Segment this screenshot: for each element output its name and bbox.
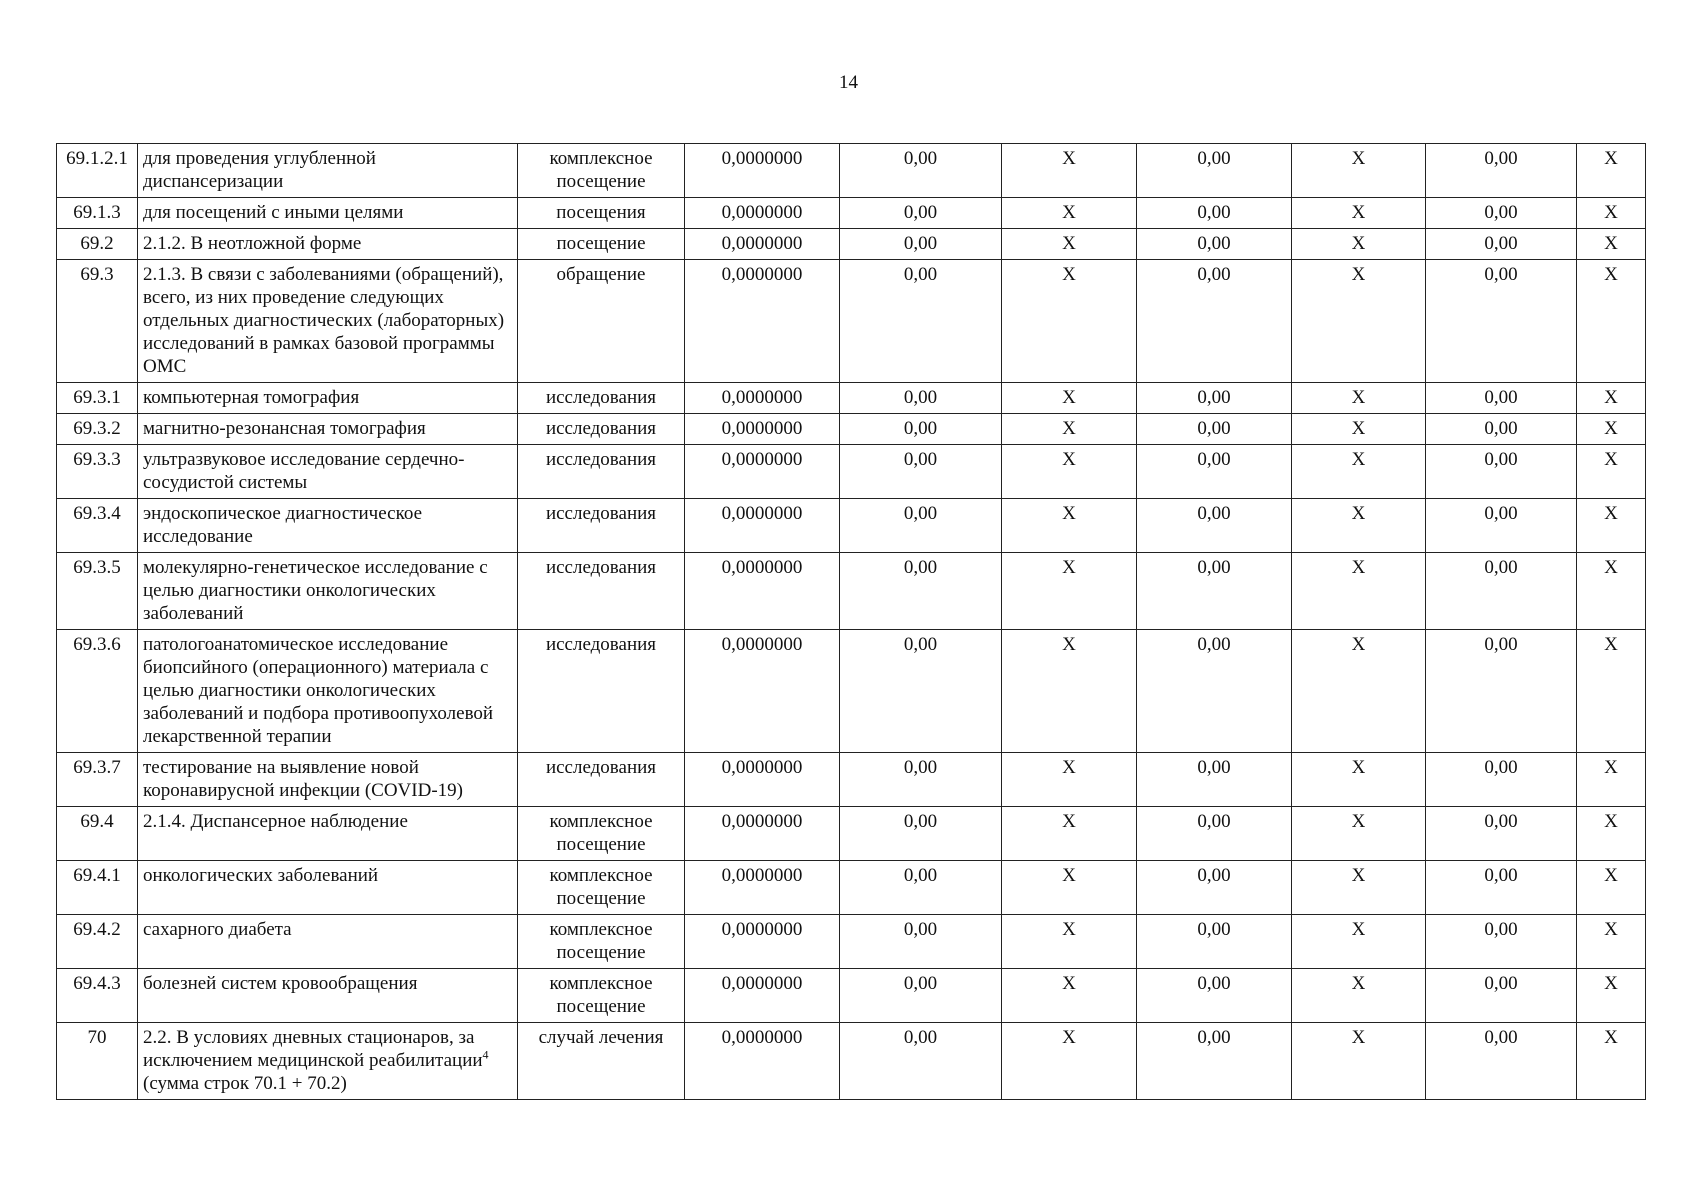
row-value-3: X	[1002, 553, 1137, 630]
row-value-5: X	[1292, 260, 1426, 383]
row-value-7: X	[1577, 229, 1646, 260]
row-value-6: 0,00	[1426, 630, 1577, 753]
row-value-1: 0,0000000	[685, 445, 840, 499]
row-code: 70	[57, 1023, 138, 1100]
row-value-7: X	[1577, 383, 1646, 414]
row-name: 2.1.4. Диспансерное наблюдение	[138, 807, 518, 861]
row-unit: исследования	[518, 383, 685, 414]
row-name: 2.1.3. В связи с заболеваниями (обращений), всего, из них проведение следующих отдельных диагностических (лабораторных) исследований в рамках базовой программы ОМС	[138, 260, 518, 383]
row-value-6: 0,00	[1426, 260, 1577, 383]
row-value-6: 0,00	[1426, 414, 1577, 445]
row-unit: исследования	[518, 553, 685, 630]
row-code: 69.4.3	[57, 969, 138, 1023]
table-row	[57, 383, 1646, 414]
row-value-1: 0,0000000	[685, 753, 840, 807]
row-value-3: X	[1002, 260, 1137, 383]
row-value-1: 0,0000000	[685, 969, 840, 1023]
row-value-5: X	[1292, 630, 1426, 753]
table-row	[57, 229, 1646, 260]
row-unit: комплексное посещение	[518, 969, 685, 1023]
row-value-5: X	[1292, 553, 1426, 630]
row-name-suffix: (сумма строк 70.1 + 70.2)	[143, 1073, 347, 1094]
table-row	[57, 414, 1646, 445]
row-code: 69.3.3	[57, 445, 138, 499]
row-value-2: 0,00	[840, 969, 1002, 1023]
row-value-2: 0,00	[840, 553, 1002, 630]
row-value-4: 0,00	[1137, 260, 1292, 383]
row-value-3: X	[1002, 499, 1137, 553]
row-value-6: 0,00	[1426, 144, 1577, 198]
row-unit: комплексное посещение	[518, 915, 685, 969]
table-row	[57, 753, 1646, 807]
row-unit: посещение	[518, 229, 685, 260]
row-unit: исследования	[518, 414, 685, 445]
row-value-7: X	[1577, 807, 1646, 861]
row-value-7: X	[1577, 414, 1646, 445]
row-value-6: 0,00	[1426, 969, 1577, 1023]
table-row	[57, 198, 1646, 229]
row-value-6: 0,00	[1426, 383, 1577, 414]
row-name: компьютерная томография	[138, 383, 518, 414]
row-value-4: 0,00	[1137, 445, 1292, 499]
row-name	[138, 1023, 518, 1100]
row-value-2: 0,00	[840, 753, 1002, 807]
row-value-1: 0,0000000	[685, 807, 840, 861]
row-value-2: 0,00	[840, 915, 1002, 969]
row-value-5: X	[1292, 383, 1426, 414]
row-unit: исследования	[518, 445, 685, 499]
row-value-5: X	[1292, 807, 1426, 861]
row-value-6: 0,00	[1426, 915, 1577, 969]
row-value-3: X	[1002, 861, 1137, 915]
row-value-1: 0,0000000	[685, 630, 840, 753]
row-name: патологоанатомическое исследование биопсийного (операционного) материала с целью диагностики онкологических заболеваний и подбора противоопухолевой лекарственной терапии	[138, 630, 518, 753]
row-value-2: 0,00	[840, 445, 1002, 499]
row-value-4: 0,00	[1137, 229, 1292, 260]
row-name: ультразвуковое исследование сердечно-сосудистой системы	[138, 445, 518, 499]
row-value-1: 0,0000000	[685, 861, 840, 915]
row-value-6: 0,00	[1426, 499, 1577, 553]
row-value-5: X	[1292, 1023, 1426, 1100]
row-value-6: 0,00	[1426, 807, 1577, 861]
row-value-1: 0,0000000	[685, 229, 840, 260]
row-value-5: X	[1292, 229, 1426, 260]
row-name: молекулярно-генетическое исследование с целью диагностики онкологических заболеваний	[138, 553, 518, 630]
row-value-6: 0,00	[1426, 553, 1577, 630]
row-value-5: X	[1292, 969, 1426, 1023]
row-unit: комплексное посещение	[518, 807, 685, 861]
table-row	[57, 260, 1646, 383]
row-value-7: X	[1577, 1023, 1646, 1100]
row-code: 69.4.1	[57, 861, 138, 915]
row-value-3: X	[1002, 198, 1137, 229]
row-value-5: X	[1292, 198, 1426, 229]
row-value-2: 0,00	[840, 383, 1002, 414]
row-value-2: 0,00	[840, 260, 1002, 383]
table-row	[57, 499, 1646, 553]
row-value-4: 0,00	[1137, 969, 1292, 1023]
row-value-5: X	[1292, 414, 1426, 445]
row-value-2: 0,00	[840, 229, 1002, 260]
row-value-2: 0,00	[840, 1023, 1002, 1100]
row-value-1: 0,0000000	[685, 1023, 840, 1100]
row-value-1: 0,0000000	[685, 260, 840, 383]
row-value-5: X	[1292, 445, 1426, 499]
row-name-text: 2.2. В условиях дневных стационаров, за исключением медицинской реабилитации	[143, 1027, 483, 1071]
row-value-6: 0,00	[1426, 1023, 1577, 1100]
row-name: 2.1.2. В неотложной форме	[138, 229, 518, 260]
row-name: тестирование на выявление новой коронавирусной инфекции (COVID-19)	[138, 753, 518, 807]
row-value-7: X	[1577, 553, 1646, 630]
row-value-1: 0,0000000	[685, 198, 840, 229]
row-value-1: 0,0000000	[685, 383, 840, 414]
row-unit: посещения	[518, 198, 685, 229]
row-code: 69.2	[57, 229, 138, 260]
row-name: онкологических заболеваний	[138, 861, 518, 915]
row-value-3: X	[1002, 445, 1137, 499]
row-value-3: X	[1002, 630, 1137, 753]
row-value-6: 0,00	[1426, 229, 1577, 260]
row-value-7: X	[1577, 915, 1646, 969]
row-value-6: 0,00	[1426, 445, 1577, 499]
row-unit: случай лечения	[518, 1023, 685, 1100]
row-unit: комплексное посещение	[518, 861, 685, 915]
table-row	[57, 445, 1646, 499]
row-value-5: X	[1292, 144, 1426, 198]
row-value-4: 0,00	[1137, 383, 1292, 414]
row-value-3: X	[1002, 969, 1137, 1023]
row-value-7: X	[1577, 445, 1646, 499]
row-value-2: 0,00	[840, 630, 1002, 753]
row-value-3: X	[1002, 383, 1137, 414]
row-value-6: 0,00	[1426, 861, 1577, 915]
row-value-1: 0,0000000	[685, 414, 840, 445]
row-name: магнитно-резонансная томография	[138, 414, 518, 445]
row-value-3: X	[1002, 414, 1137, 445]
row-value-3: X	[1002, 229, 1137, 260]
row-value-4: 0,00	[1137, 630, 1292, 753]
row-value-2: 0,00	[840, 414, 1002, 445]
row-unit: исследования	[518, 630, 685, 753]
row-value-4: 0,00	[1137, 499, 1292, 553]
row-code: 69.3.2	[57, 414, 138, 445]
row-value-4: 0,00	[1137, 144, 1292, 198]
data-table	[56, 143, 1646, 1100]
table-row	[57, 144, 1646, 198]
row-value-3: X	[1002, 915, 1137, 969]
table-row	[57, 807, 1646, 861]
row-value-4: 0,00	[1137, 807, 1292, 861]
row-code: 69.1.3	[57, 198, 138, 229]
row-value-5: X	[1292, 915, 1426, 969]
row-value-5: X	[1292, 861, 1426, 915]
row-value-7: X	[1577, 861, 1646, 915]
row-value-7: X	[1577, 499, 1646, 553]
row-value-2: 0,00	[840, 499, 1002, 553]
row-value-4: 0,00	[1137, 753, 1292, 807]
row-value-1: 0,0000000	[685, 915, 840, 969]
row-code: 69.3.4	[57, 499, 138, 553]
row-code: 69.4	[57, 807, 138, 861]
table-row	[57, 969, 1646, 1023]
row-code: 69.1.2.1	[57, 144, 138, 198]
row-value-2: 0,00	[840, 861, 1002, 915]
row-code: 69.3.6	[57, 630, 138, 753]
row-value-7: X	[1577, 144, 1646, 198]
row-value-1: 0,0000000	[685, 553, 840, 630]
row-value-7: X	[1577, 260, 1646, 383]
row-value-4: 0,00	[1137, 915, 1292, 969]
row-value-4: 0,00	[1137, 553, 1292, 630]
row-value-7: X	[1577, 630, 1646, 753]
row-value-5: X	[1292, 753, 1426, 807]
row-value-1: 0,0000000	[685, 144, 840, 198]
row-code: 69.3.5	[57, 553, 138, 630]
row-value-4: 0,00	[1137, 414, 1292, 445]
row-unit: комплексное посещение	[518, 144, 685, 198]
row-value-6: 0,00	[1426, 198, 1577, 229]
row-value-7: X	[1577, 198, 1646, 229]
row-value-6: 0,00	[1426, 753, 1577, 807]
row-name: сахарного диабета	[138, 915, 518, 969]
row-unit: обращение	[518, 260, 685, 383]
table-row	[57, 861, 1646, 915]
row-code: 69.3	[57, 260, 138, 383]
table-row	[57, 553, 1646, 630]
row-value-1: 0,0000000	[685, 499, 840, 553]
row-code: 69.3.1	[57, 383, 138, 414]
row-code: 69.3.7	[57, 753, 138, 807]
row-value-2: 0,00	[840, 807, 1002, 861]
row-value-4: 0,00	[1137, 861, 1292, 915]
table-row	[57, 630, 1646, 753]
row-value-4: 0,00	[1137, 1023, 1292, 1100]
row-value-2: 0,00	[840, 198, 1002, 229]
row-value-2: 0,00	[840, 144, 1002, 198]
row-value-5: X	[1292, 499, 1426, 553]
row-value-3: X	[1002, 1023, 1137, 1100]
row-code: 69.4.2	[57, 915, 138, 969]
table-row	[57, 1023, 1646, 1100]
row-value-7: X	[1577, 753, 1646, 807]
footnote-marker: 4	[482, 1047, 489, 1062]
row-name: эндоскопическое диагностическое исследование	[138, 499, 518, 553]
row-value-3: X	[1002, 144, 1137, 198]
row-value-3: X	[1002, 807, 1137, 861]
row-name: болезней систем кровообращения	[138, 969, 518, 1023]
row-value-4: 0,00	[1137, 198, 1292, 229]
row-unit: исследования	[518, 753, 685, 807]
row-name: для проведения углубленной диспансеризации	[138, 144, 518, 198]
page-number: 14	[839, 72, 858, 93]
row-name: для посещений с иными целями	[138, 198, 518, 229]
table-row	[57, 915, 1646, 969]
row-value-7: X	[1577, 969, 1646, 1023]
row-unit: исследования	[518, 499, 685, 553]
row-value-3: X	[1002, 753, 1137, 807]
